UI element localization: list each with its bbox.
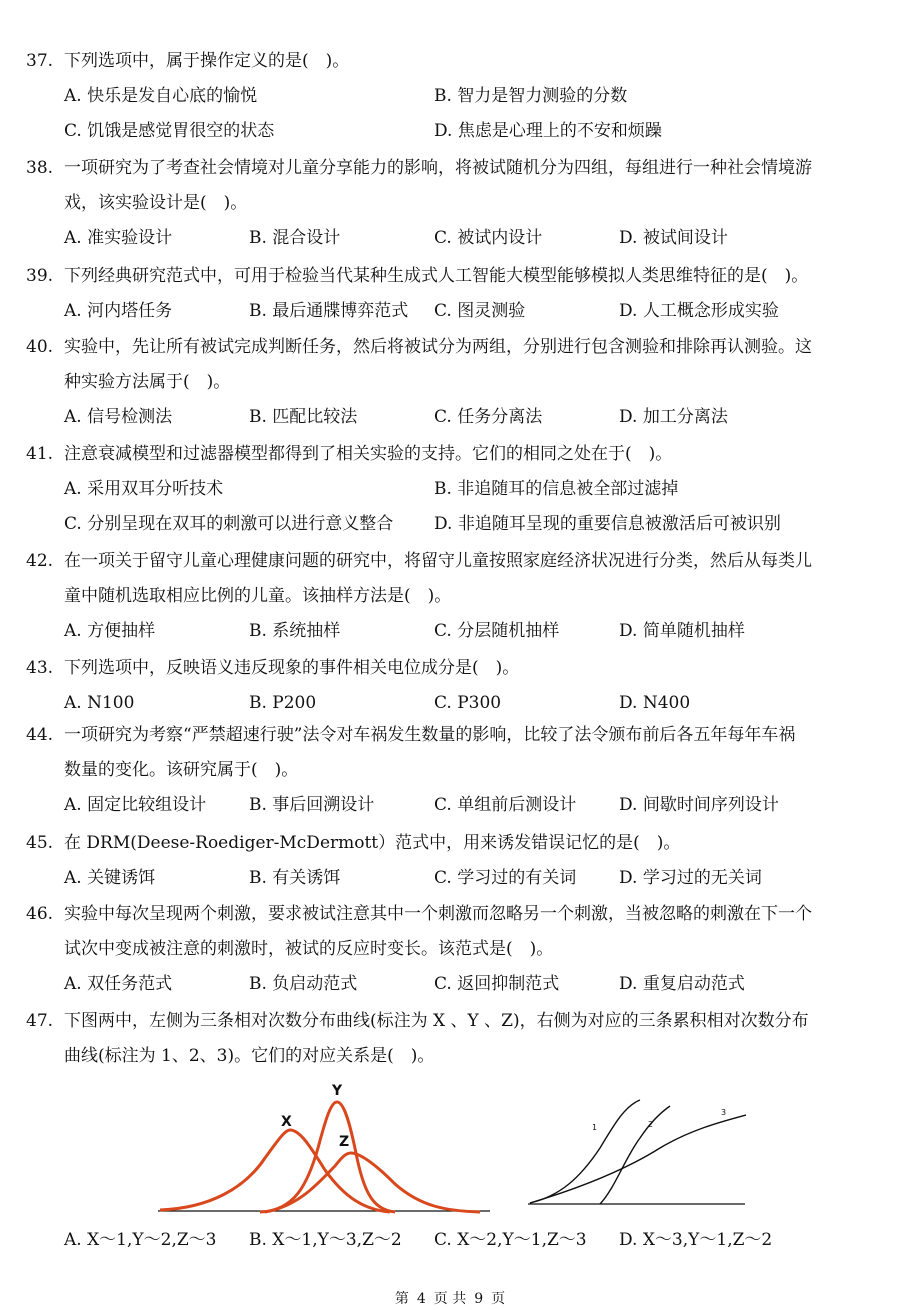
question-stem: 在 DRM(Deese-Roediger-McDermott）范式中，用来诱发错误记忆的是( )。 xyxy=(64,833,681,853)
option-d: D. 间歇时间序列设计 xyxy=(619,795,779,815)
question-number: 46. xyxy=(26,904,54,924)
label-1: 1 xyxy=(592,1123,598,1132)
option-a: A. 固定比较组设计 xyxy=(64,795,207,815)
option-d: D. 重复启动范式 xyxy=(619,974,745,994)
cumulative-curves xyxy=(528,1100,746,1204)
option-a: A. X～1,Y～2,Z～3 xyxy=(64,1230,217,1250)
option-b: B. 匹配比较法 xyxy=(249,407,358,427)
page-number: 4 xyxy=(416,1291,426,1307)
options-row xyxy=(64,294,886,329)
option-b: B. 非追随耳的信息被全部过滤掉 xyxy=(434,479,679,499)
option-c: C. 饥饿是感觉胃很空的状态 xyxy=(64,121,275,141)
options-row xyxy=(64,614,886,649)
question-number: 44. xyxy=(26,725,54,745)
question-number: 39. xyxy=(26,266,54,286)
question-47 xyxy=(26,1004,886,1074)
label-x: X xyxy=(281,1114,292,1130)
option-d: D. 加工分离法 xyxy=(619,407,728,427)
question-number: 42. xyxy=(26,551,54,571)
option-b: B. 事后回溯设计 xyxy=(249,795,375,815)
options-row xyxy=(64,79,886,114)
option-c: C. 图灵测验 xyxy=(434,301,526,321)
question-38 xyxy=(26,151,886,256)
option-a: A. N100 xyxy=(64,693,135,713)
option-a: A. 采用双耳分听技术 xyxy=(64,479,224,499)
label-y: Y xyxy=(332,1083,343,1099)
question-stem: 下列选项中，属于操作定义的是( )。 xyxy=(64,51,350,71)
option-c: C. 学习过的有关词 xyxy=(434,868,577,888)
option-b: B. 系统抽样 xyxy=(249,621,341,641)
curve-z xyxy=(265,1153,480,1212)
question-45 xyxy=(26,826,886,896)
question-number: 43. xyxy=(26,658,54,678)
question-stem: 下列选项中，反映语义违反现象的事件相关电位成分是( )。 xyxy=(64,658,520,678)
question-stem: 下列经典研究范式中，可用于检验当代某种生成式人工智能大模型能够模拟人类思维特征的是( )。 xyxy=(64,266,809,286)
footer-suffix: 页 xyxy=(491,1291,506,1307)
label-z: Z xyxy=(339,1134,350,1150)
question-stem: 注意衰减模型和过滤器模型都得到了相关实验的支持。它们的相同之处在于( )。 xyxy=(64,444,673,464)
option-d: D. 学习过的无关词 xyxy=(619,868,762,888)
option-c: C. X～2,Y～1,Z～3 xyxy=(434,1230,587,1250)
option-c: C. 分层随机抽样 xyxy=(434,621,560,641)
question-43 xyxy=(26,651,886,721)
label-3: 3 xyxy=(721,1108,727,1117)
option-d: D. 人工概念形成实验 xyxy=(619,301,779,321)
curve-2 xyxy=(600,1106,670,1204)
curves-svg xyxy=(150,1078,760,1218)
question-stem: 一项研究为考察“严禁超速行驶”法令对车祸发生数量的影响，比较了法令颁布前后各五年每年车祸 数量的变化。该研究属于( )。 xyxy=(64,725,796,780)
option-b: B. P200 xyxy=(249,693,317,713)
question-number: 37. xyxy=(26,51,54,71)
footer-prefix: 第 xyxy=(394,1291,409,1307)
question-number: 40. xyxy=(26,337,54,357)
option-b: B. 有关诱饵 xyxy=(249,868,341,888)
question-47-options xyxy=(26,1223,886,1258)
options-row xyxy=(64,114,886,149)
label-2: 2 xyxy=(648,1120,654,1129)
option-b: B. 最后通牒博弈范式 xyxy=(249,301,409,321)
relative-frequency-curves xyxy=(158,1083,490,1212)
option-d: D. 被试间设计 xyxy=(619,228,728,248)
option-b: B. X～1,Y～3,Z～2 xyxy=(249,1230,402,1250)
curve-3 xyxy=(530,1115,746,1203)
options-row xyxy=(64,1223,886,1258)
question-stem: 实验中，先让所有被试完成判断任务，然后将被试分为两组，分别进行包含测验和排除再认测验。这 种实验方法属于( )。 xyxy=(64,337,812,392)
option-b: B. 智力是智力测验的分数 xyxy=(434,86,628,106)
option-c: C. P300 xyxy=(434,693,502,713)
question-number: 45. xyxy=(26,833,54,853)
question-44 xyxy=(26,718,886,823)
footer-mid: 页 共 xyxy=(433,1291,467,1307)
option-c: C. 返回抑制范式 xyxy=(434,974,560,994)
options-row xyxy=(64,967,886,1002)
options-row xyxy=(64,400,886,435)
option-d: D. 焦虑是心理上的不安和烦躁 xyxy=(434,121,662,141)
options-row xyxy=(64,472,886,507)
option-a: A. 快乐是发自心底的愉悦 xyxy=(64,86,258,106)
options-row xyxy=(64,507,886,542)
question-46 xyxy=(26,897,886,1002)
options-row xyxy=(64,686,886,721)
options-row xyxy=(64,221,886,256)
option-a: A. 关键诱饵 xyxy=(64,868,156,888)
option-a: A. 信号检测法 xyxy=(64,407,173,427)
options-row xyxy=(64,861,886,896)
question-41 xyxy=(26,437,886,542)
option-c: C. 被试内设计 xyxy=(434,228,543,248)
page-footer xyxy=(0,1288,900,1308)
question-37 xyxy=(26,44,886,149)
option-d: D. 简单随机抽样 xyxy=(619,621,745,641)
option-d: D. X～3,Y～1,Z～2 xyxy=(619,1230,773,1250)
curve-x xyxy=(160,1130,390,1212)
total-pages: 9 xyxy=(474,1291,484,1307)
option-a: A. 准实验设计 xyxy=(64,228,173,248)
question-number: 38. xyxy=(26,158,54,178)
option-c: C. 分别呈现在双耳的刺激可以进行意义整合 xyxy=(64,514,394,534)
option-d: D. N400 xyxy=(619,693,691,713)
question-40 xyxy=(26,330,886,435)
distribution-figure xyxy=(150,1078,760,1218)
option-d: D. 非追随耳呈现的重要信息被激活后可被识别 xyxy=(434,514,781,534)
option-b: B. 负启动范式 xyxy=(249,974,358,994)
question-stem: 实验中每次呈现两个刺激，要求被试注意其中一个刺激而忽略另一个刺激，当被忽略的刺激在下一个 试次中变成被注意的刺激时，被试的反应时变长。该范式是( )。 xyxy=(64,904,812,959)
question-number: 47. xyxy=(26,1011,54,1031)
options-row xyxy=(64,788,886,823)
question-stem: 下图两中，左侧为三条相对次数分布曲线(标注为 X 、Y 、Z)，右侧为对应的三条累积相对次数分布 曲线(标注为 1、2、3)。它们的对应关系是( )。 xyxy=(64,1011,809,1066)
option-c: C. 任务分离法 xyxy=(434,407,543,427)
question-39 xyxy=(26,259,886,329)
question-stem: 在一项关于留守儿童心理健康问题的研究中，将留守儿童按照家庭经济状况进行分类，然后从每类儿 童中随机选取相应比例的儿童。该抽样方法是( )。 xyxy=(64,551,812,606)
option-b: B. 混合设计 xyxy=(249,228,341,248)
option-c: C. 单组前后测设计 xyxy=(434,795,577,815)
question-42 xyxy=(26,544,886,649)
option-a: A. 方便抽样 xyxy=(64,621,156,641)
question-number: 41. xyxy=(26,444,54,464)
curve-1 xyxy=(530,1100,640,1203)
option-a: A. 双任务范式 xyxy=(64,974,173,994)
option-a: A. 河内塔任务 xyxy=(64,301,173,321)
question-stem: 一项研究为了考查社会情境对儿童分享能力的影响，将被试随机分为四组，每组进行一种社会情境游 戏，该实验设计是( )。 xyxy=(64,158,812,213)
